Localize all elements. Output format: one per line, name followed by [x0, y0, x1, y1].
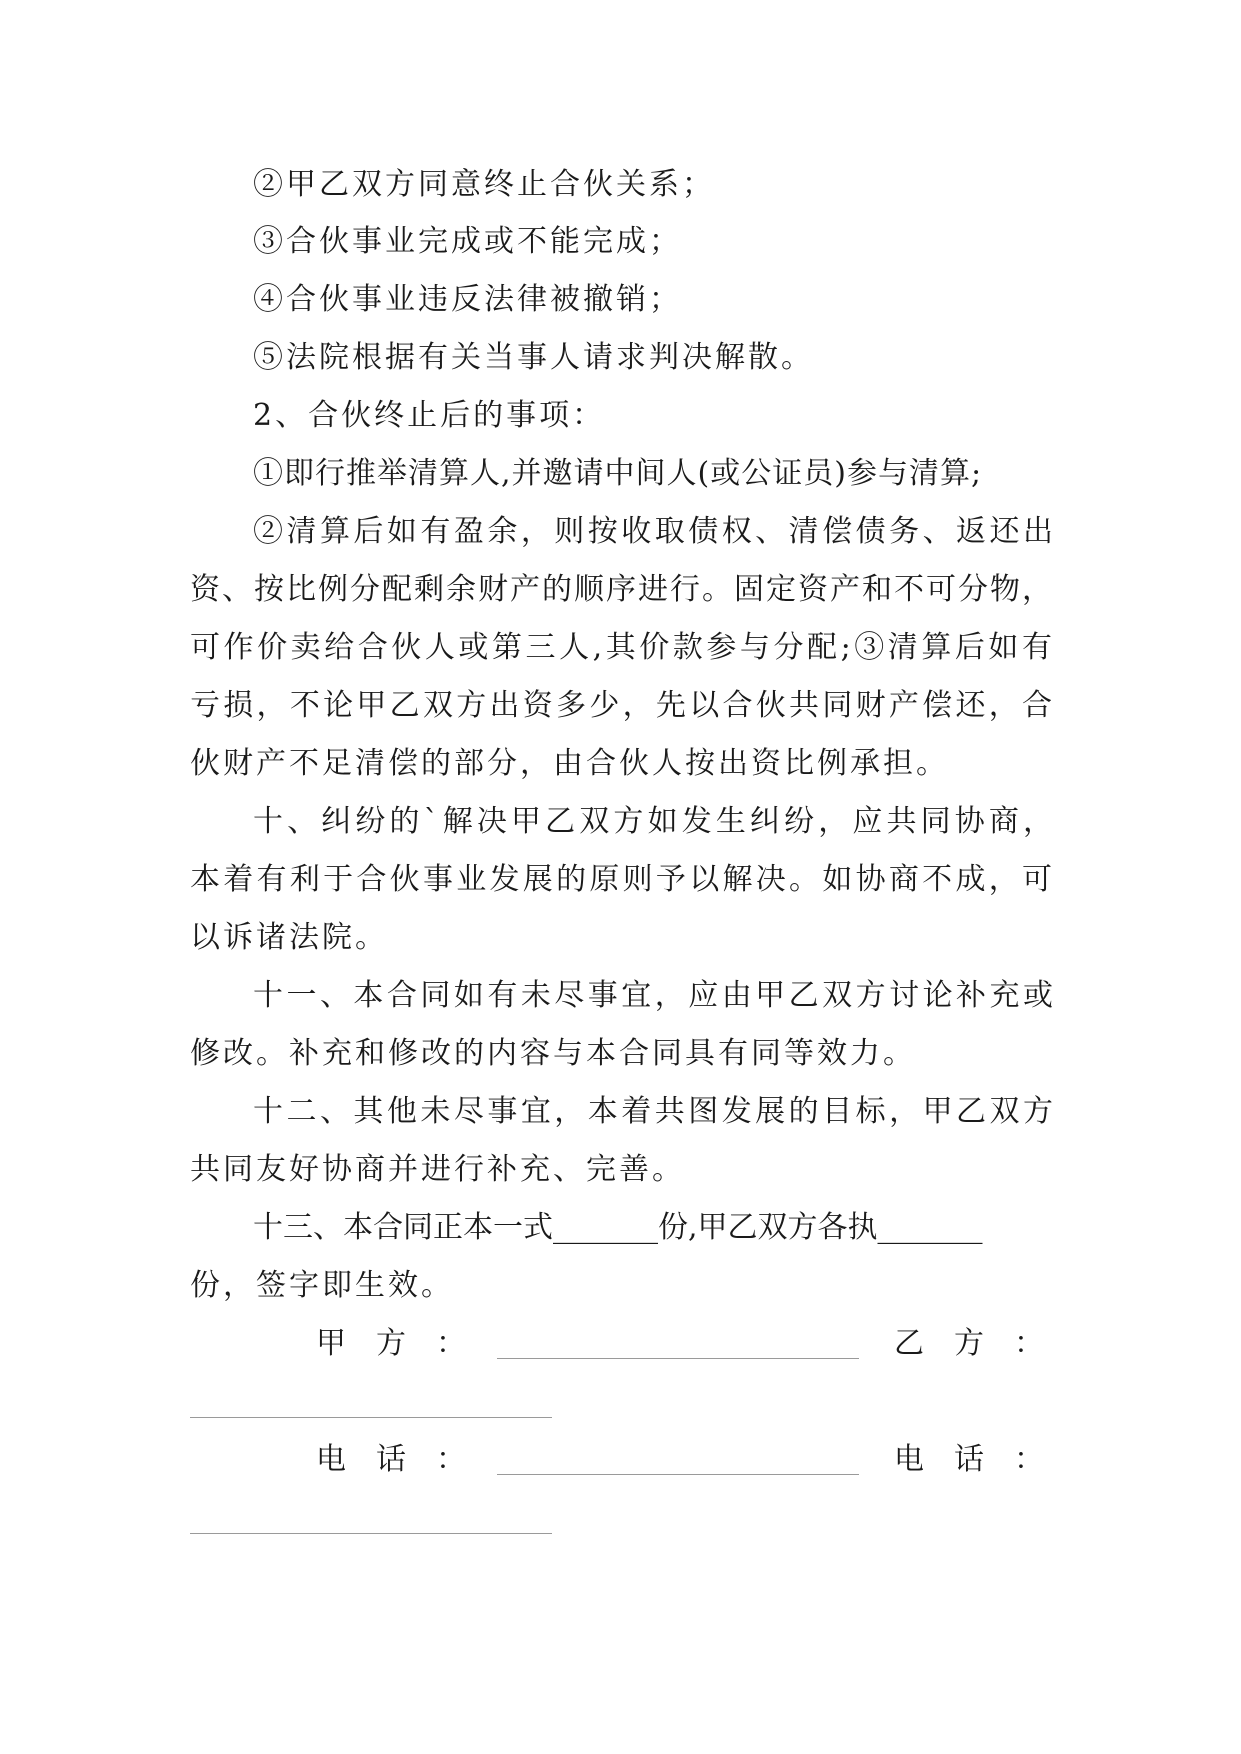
article-10-line: 以诉诸法院。: [190, 920, 388, 955]
phone-a-blank: [497, 1474, 859, 1475]
clause-line: 伙财产不足清偿的部分，由合伙人按出资比例承担。: [190, 746, 949, 781]
clause-line: ②清算后如有盈余，则按收取债权、清偿债务、返还出: [253, 514, 1053, 549]
party-a-signature-blank: [497, 1358, 859, 1359]
clause-line: ③合伙事业完成或不能完成；: [253, 224, 682, 259]
clause-line: 可作价卖给合伙人或第三人,其价款参与分配;③清算后如有: [190, 630, 1052, 665]
phone-b-label: 电 话 ：: [894, 1442, 1044, 1477]
article-13: 十三、本合同正本一式_______份,甲乙双方各执_______: [253, 1210, 983, 1245]
clause-line: ①即行推举清算人,并邀请中间人(或公证员)参与清算;: [253, 456, 983, 491]
party-a-label: 甲 方 ：: [316, 1326, 466, 1361]
article-11: 十一、本合同如有未尽事宜，应由甲乙双方讨论补充或: [253, 978, 1053, 1013]
phone-b-blank: [190, 1533, 552, 1534]
clause-line: 资、按比例分配剩余财产的顺序进行。固定资产和不可分物，: [190, 572, 1052, 607]
phone-a-label: 电 话 ：: [316, 1442, 466, 1477]
party-b-signature-blank: [190, 1417, 552, 1418]
article-12-line: 共同友好协商并进行补充、完善。: [190, 1152, 685, 1187]
party-b-label: 乙 方 ：: [894, 1326, 1044, 1361]
article-12: 十二、其他未尽事宜，本着共图发展的目标，甲乙双方: [253, 1094, 1053, 1129]
section-heading: 2、合伙终止后的事项：: [253, 398, 606, 433]
clause-line: 亏损，不论甲乙双方出资多少，先以合伙共同财产偿还，合: [190, 688, 1052, 723]
article-10: 十、纠纷的`解决甲乙双方如发生纠纷，应共同协商，: [253, 804, 1053, 839]
article-10-line: 本着有利于合伙事业发展的原则予以解决。如协商不成，可: [190, 862, 1052, 897]
clause-line: ⑤法院根据有关当事人请求判决解散。: [253, 340, 814, 375]
article-11-line: 修改。补充和修改的内容与本合同具有同等效力。: [190, 1036, 916, 1071]
article-13-line: 份，签字即生效。: [190, 1268, 454, 1303]
clause-line: ④合伙事业违反法律被撤销；: [253, 282, 682, 317]
clause-line: ②甲乙双方同意终止合伙关系；: [253, 167, 715, 202]
